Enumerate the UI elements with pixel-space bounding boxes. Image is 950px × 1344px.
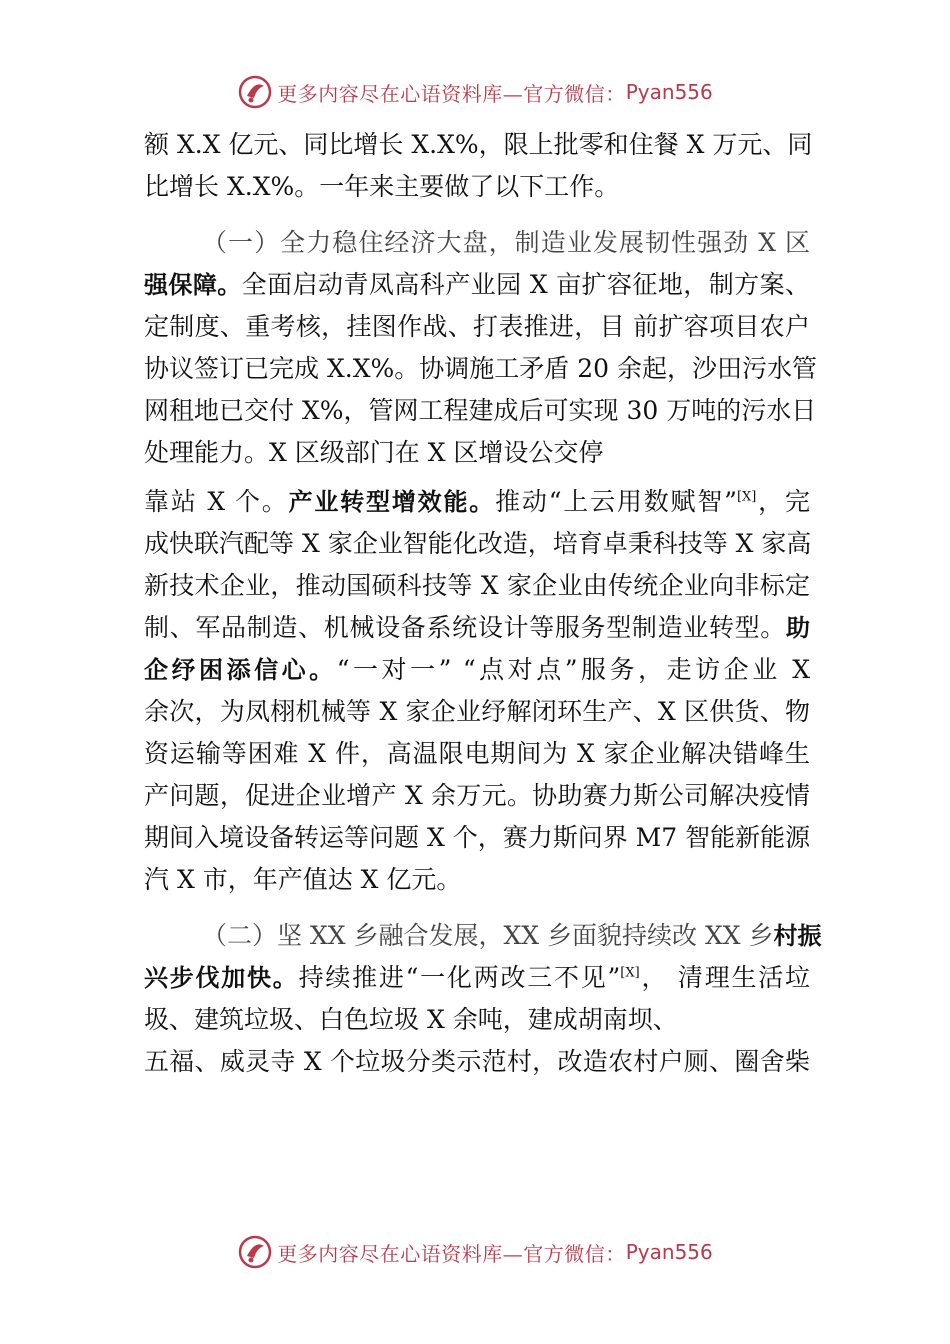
document-body [144,124,822,1083]
section-heading-2: （二）坚 XX 乡融合发展，XX 乡面貌持续改 XX 乡村振 [202,921,822,950]
footnote-ref: [X] [620,965,640,981]
footnote-ref: [X] [736,489,757,505]
text-line: 靠站 X 个。产业转型增效能。推动“上云用数赋智”[X]，完 [144,487,810,516]
header-watermark [0,72,950,112]
text-line: 期间入境设备转运等问题 X 个，赛力斯问界 M7 智能新能源 [144,823,811,852]
bold-phrase: 助 [786,614,810,642]
bold-phrase: 企纾困添信心。 [144,656,337,684]
footer-watermark [0,1232,950,1272]
text-line: 定制度、重考核，挂图作战、打表推进，目 前扩容项目农户 [144,312,810,341]
text-line: 额 X.X 亿元、同比增长 X.X%，限上批零和住餐 X 万元、同 [144,130,813,159]
text-line: 企纾困添信心。“一对一” “点对点”服务，走访企业 X [144,655,811,684]
watermark-text: 更多内容尽在心语资料库—官方微信： [277,81,626,106]
text-line: 五福、威灵寺 X 个垃圾分类示范村，改造农村户厕、圈舍柴 [144,1047,810,1076]
bold-phrase: 村振 [773,922,822,950]
text-line: 汽 X 市，年产值达 X 亿元。 [144,865,462,894]
text-line: 兴步伐加快。持续推进“一化两改三不见”[X]， 清理生活垃 [144,963,810,992]
watermark-account: Pyan556 [625,1240,713,1264]
text-line: 强保障。全面启动青凤高科产业园 X 亩扩容征地，制方案、 [144,270,811,299]
text-line: 新技术企业，推动国硕科技等 X 家企业由传统企业向非标定 [144,571,810,600]
text-line: 圾、建筑垃圾、白色垃圾 X 余吨，建成胡南坝、 [144,1005,678,1034]
text-line: 比增长 X.X%。一年来主要做了以下工作。 [144,172,620,201]
text-line: 处理能力。X 区级部门在 X 区增设公交停 [144,438,604,467]
text-line: 成快联汽配等 X 家企业智能化改造，培育卓秉科技等 X 家高 [144,529,812,558]
bold-phrase: 兴步伐加快。 [144,964,299,992]
bold-phrase: 产业转型增效能。 [288,488,496,516]
text-line: 产问题，促进企业增产 X 余万元。协助赛力斯公司解决疫情 [144,781,810,810]
bold-phrase: 强保障。 [144,271,242,299]
logo-icon [237,74,273,110]
watermark-text: 更多内容尽在心语资料库—官方微信： [277,1241,626,1266]
text-line: 资运输等困难 X 件，高温限电期间为 X 家企业解决错峰生 [144,739,810,768]
text-line: 网租地已交付 X%，管网工程建成后可实现 30 万吨的污水日 [144,396,817,425]
logo-icon [237,1234,273,1270]
text-line: 余次，为凤栩机械等 X 家企业纾解闭环生产、X 区供货、物 [144,697,810,726]
text-line: 制、军品制造、机械设备系统设计等服务型制造业转型。助 [144,613,810,642]
section-heading-1: （一）全力稳住经济大盘，制造业发展韧性强劲 X 区 [202,228,810,257]
watermark-account: Pyan556 [625,80,713,104]
text-line: 协议签订已完成 X.X%。协调施工矛盾 20 余起，沙田污水管 [144,354,817,383]
